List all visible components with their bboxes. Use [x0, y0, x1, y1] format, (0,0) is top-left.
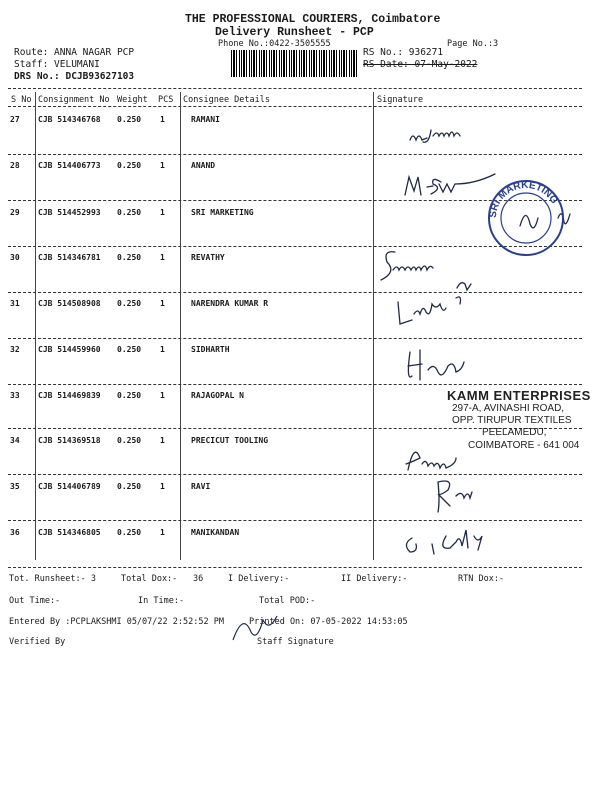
row-pcs: 1 — [160, 253, 165, 262]
row-weight: 0.250 — [117, 115, 142, 124]
row-consignment: CJB 514459960 — [38, 345, 101, 354]
verified-by: Verified By — [9, 637, 66, 647]
row-weight: 0.250 — [117, 436, 142, 445]
col-consignment: Consignment No — [38, 95, 110, 105]
row-consignment: CJB 514346768 — [38, 115, 101, 124]
signature-row27 — [410, 130, 460, 142]
row-consignment: CJB 514469839 — [38, 391, 101, 400]
row-consignment: CJB 514346805 — [38, 528, 101, 537]
sri-marketing-stamp-text: SRI MARKETING — [487, 179, 560, 219]
col-signature: Signature — [377, 95, 424, 105]
row-consignee: MANIKANDAN — [191, 528, 240, 537]
row-pcs: 1 — [160, 299, 165, 308]
row-sno: 35 — [10, 482, 20, 491]
page-number: Page No.:3 — [447, 39, 499, 49]
row-weight: 0.250 — [117, 161, 142, 170]
row-weight: 0.250 — [117, 299, 142, 308]
row-consignment: CJB 514346781 — [38, 253, 101, 262]
route-label: Route: ANNA NAGAR PCP — [14, 47, 135, 58]
row-pcs: 1 — [160, 345, 165, 354]
row-consignment: CJB 514406773 — [38, 161, 101, 170]
row-consignment: CJB 514452993 — [38, 208, 101, 217]
row-sno: 32 — [10, 345, 20, 354]
row-weight: 0.250 — [117, 345, 142, 354]
kamm-stamp-line4: COIMBATORE - 641 004 — [468, 440, 580, 451]
row-consignee: REVATHY — [191, 253, 225, 262]
row-consignee: SRI MARKETING — [191, 208, 254, 217]
signature-row32 — [408, 350, 464, 380]
row-consignee: SIDHARTH — [191, 345, 230, 354]
row-consignee: ANAND — [191, 161, 216, 170]
rs-number: RS No.: 936271 — [363, 47, 444, 58]
signature-row30 — [381, 252, 471, 290]
phone-number: Phone No.:0422-3505555 — [218, 39, 331, 49]
row-pcs: 1 — [160, 161, 165, 170]
kamm-stamp-line2: OPP. TIRUPUR TEXTILES — [452, 415, 572, 426]
tot-runsheet: Tot. Runsheet:- 3 — [9, 574, 96, 584]
signature-row34 — [406, 452, 456, 470]
signature-row28 — [405, 174, 495, 195]
svg-text:SRI MARKETING — [488, 180, 560, 218]
row-pcs: 1 — [160, 528, 165, 537]
row-sno: 31 — [10, 299, 20, 308]
signature-row31 — [398, 297, 461, 324]
row-pcs: 1 — [160, 482, 165, 491]
document-title: THE PROFESSIONAL COURIERS, Coimbatore — [185, 13, 441, 26]
total-dox-value: 36 — [193, 574, 204, 584]
total-dox-label: Total Dox:- — [121, 574, 178, 584]
printed-on: Printed On: 07-05-2022 14:53:05 — [249, 617, 408, 627]
rs-date: RS Date: 07-May-2022 — [363, 59, 478, 70]
row-sno: 29 — [10, 208, 20, 217]
rtn-dox: RTN Dox:- — [458, 574, 505, 584]
row-pcs: 1 — [160, 115, 165, 124]
total-pod: Total POD:- — [259, 596, 316, 606]
i-delivery: I Delivery:- — [228, 574, 290, 584]
row-pcs: 1 — [160, 436, 165, 445]
kamm-stamp-line3: PEELAMEDU, — [482, 427, 547, 438]
row-sno: 27 — [10, 115, 20, 124]
row-sno: 30 — [10, 253, 20, 262]
kamm-stamp-line1: 297-A, AVINASHI ROAD, — [452, 403, 565, 414]
sri-marketing-stamp — [486, 178, 566, 258]
row-consignee: RAJAGOPAL N — [191, 391, 244, 400]
col-sno: S No — [11, 95, 32, 105]
ii-delivery: II Delivery:- — [341, 574, 408, 584]
row-weight: 0.250 — [117, 253, 142, 262]
row-consignee: RAVI — [191, 482, 211, 491]
row-consignment: CJB 514508908 — [38, 299, 101, 308]
kamm-stamp-name: KAMM ENTERPRISES — [447, 388, 591, 403]
drs-number: DRS No.: DCJB93627103 — [14, 71, 135, 82]
row-weight: 0.250 — [117, 391, 142, 400]
staff-label: Staff: VELUMANI — [14, 59, 100, 70]
row-consignment: CJB 514406789 — [38, 482, 101, 491]
row-weight: 0.250 — [117, 208, 142, 217]
row-sno: 36 — [10, 528, 20, 537]
row-sno: 34 — [10, 436, 20, 445]
row-consignee: NARENDRA KUMAR R — [191, 299, 269, 308]
out-time: Out Time:- — [9, 596, 61, 606]
row-consignee: RAMANI — [191, 115, 220, 124]
col-consignee: Consignee Details — [183, 95, 270, 105]
entered-by: Entered By :PCPLAKSHMI 05/07/22 2:52:52 PM — [9, 617, 224, 627]
row-sno: 33 — [10, 391, 20, 400]
document-subtitle: Delivery Runsheet - PCP — [215, 26, 374, 39]
row-consignment: CJB 514369518 — [38, 436, 101, 445]
row-consignee: PRECICUT TOOLING — [191, 436, 269, 445]
row-pcs: 1 — [160, 208, 165, 217]
row-weight: 0.250 — [117, 482, 142, 491]
row-sno: 28 — [10, 161, 20, 170]
signature-row36 — [406, 530, 482, 554]
in-time: In Time:- — [138, 596, 185, 606]
row-pcs: 1 — [160, 391, 165, 400]
col-pcs: PCS — [158, 95, 174, 105]
staff-signature-mark — [228, 610, 288, 650]
staff-signature-label: Staff Signature — [257, 637, 334, 647]
signature-row35 — [438, 481, 472, 512]
row-weight: 0.250 — [117, 528, 142, 537]
col-weight: Weight — [117, 95, 148, 105]
